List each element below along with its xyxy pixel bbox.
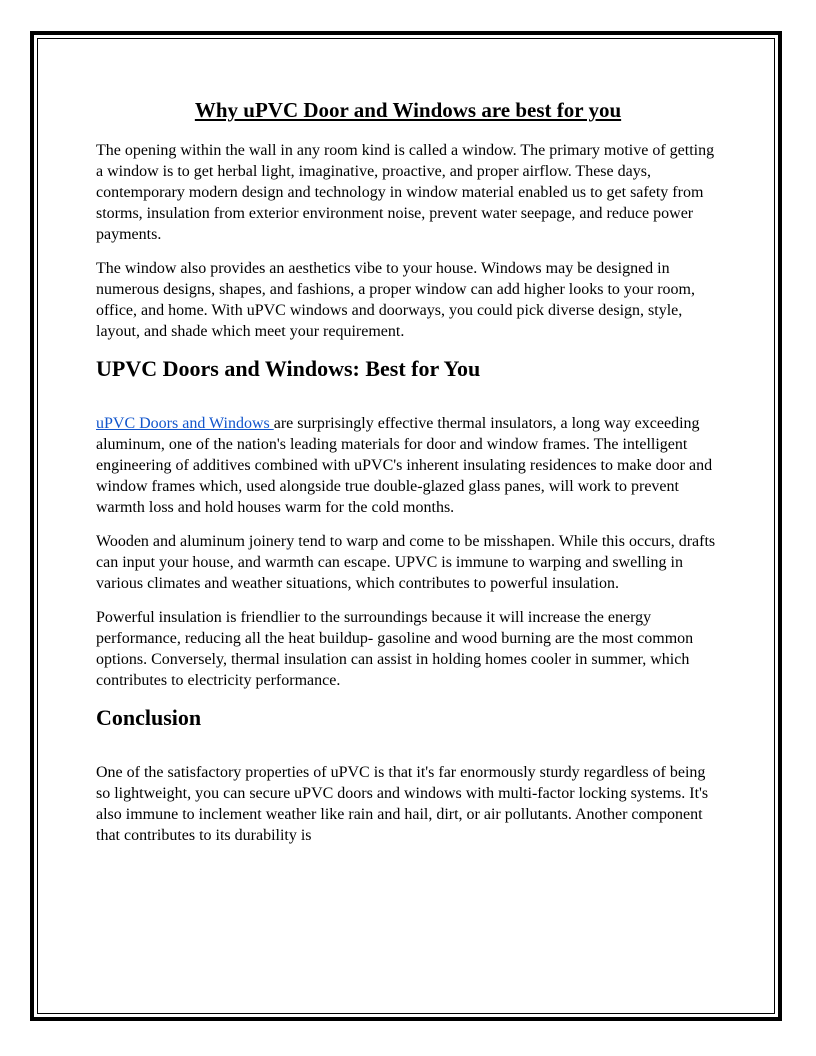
section-heading-conclusion: Conclusion [96, 705, 202, 730]
document-body [96, 96, 720, 859]
upvc-doors-windows-link[interactable]: uPVC Doors and Windows [96, 415, 274, 432]
section1-paragraph-2: Wooden and aluminum joinery tend to warp and come to be misshapen. While this occurs, drafts can input your house, and warmth can escape. UPVC is immune to warping and swelling in various climates and weather situations, which contributes to powerful insulation. [96, 533, 716, 592]
intro-paragraph-2: The window also provides an aesthetics vibe to your house. Windows may be designed in numerous designs, shapes, and fashions, a proper window can add higher looks to your room, office, and home. With uPVC windows and doorways, you could pick diverse design, style, layout, and shade which meet your requirement. [96, 260, 695, 340]
section1-paragraph-1 [96, 413, 720, 518]
section1-paragraph-3: Powerful insulation is friendlier to the surroundings because it will increase the energy performance, reducing all the heat buildup- gasoline and wood burning are the most common options. Conversely, thermal insulation can assist in holding homes cooler in summer, which contributes to electricity performance. [96, 609, 694, 689]
section1-paragraph-1-text: are surprisingly effective thermal insulators, a long way exceeding aluminum, one of the nation's leading materials for door and window frames. The intelligent engineering of additives combined with uPVC's inherent insulating residences to make door and window frames which, used alongside true double-glazed glass panes, will work to prevent warmth loss and hold houses warm for the cold months. [96, 415, 713, 516]
intro-paragraph-1: The opening within the wall in any room kind is called a window. The primary motive of getting a window is to get herbal light, imaginative, proactive, and proper airflow. These days, contemporary modern design and technology in window material enabled us to get safety from storms, insulation from exterior environment noise, prevent water seepage, and reduce power payments. [96, 142, 715, 243]
conclusion-paragraph-1: One of the satisfactory properties of uPVC is that it's far enormously sturdy regardless of being so lightweight, you can secure uPVC doors and windows with multi-factor locking systems. It's also immune to inclement weather like rain and hail, dirt, or air pollutants. Another component that contributes to its durability is [96, 764, 709, 844]
section-heading-upvc: UPVC Doors and Windows: Best for You [96, 356, 481, 381]
document-title: Why uPVC Door and Windows are best for you [194, 98, 622, 122]
